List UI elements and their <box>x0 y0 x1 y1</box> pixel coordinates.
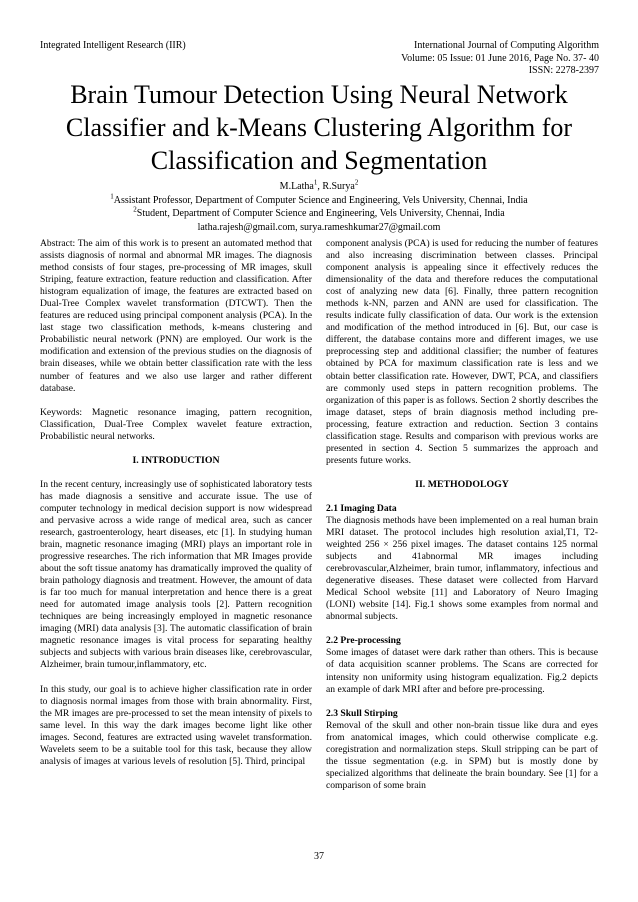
paper-title <box>40 78 598 177</box>
subsection-heading-skull-stripping: 2.3 Skull Stirping <box>326 707 398 719</box>
preprocessing-text: Some images of dataset were dark rather than others. This is because of data acquisition scanner problems. The Scans are corrected for intensity non uniformity using histogram equalization. Fig.2 depicts an example of dark MRI after and before pre-processing. <box>326 647 598 695</box>
author-1: M.Latha <box>279 181 314 192</box>
abstract: Abstract: The aim of this work is to present an automated method that assists diagnosis of normal and abnormal MR images. The diagnosis method consists of four stages, pre-processing of MR images, skull Striping, feature extraction, feature reduction and classification. After histogram equalization of image, the features are extracted based on Dual-Tree Complex wavelet transformation (DTCWT). Then the features are reduced using principal component analysis (PCA). In the last stage two classification methods, k-means clustering and Probabilistic neural network (PNN) are employed. Our work is the modification and extension of the previous studies on the diagnosis of brain diseases, while we obtain better classification rate with the less number of features and we also use larger and rather different database. <box>40 238 312 394</box>
affiliation-2-sup: 2 <box>133 205 137 214</box>
section-heading-methodology: II. METHODOLOGY <box>415 478 509 490</box>
keywords: Keywords: Magnetic resonance imaging, pattern recognition, Classification, Dual-Tree Complex wavelet feature extraction, Probabilistic neural networks. <box>40 406 312 442</box>
section-heading-introduction: I. INTRODUCTION <box>132 454 220 466</box>
title-line-2: Classifier and k-Means Clustering Algorithm for <box>65 113 573 142</box>
author-block <box>40 180 598 234</box>
title-line-3: Classification and Segmentation <box>150 146 488 175</box>
imaging-data-text: The diagnosis methods have been implemented on a real human brain MRI dataset. The protocol includes high resolution axial,T1, T2-weighted 256 × 256 pixel images. The dataset contains 125 normal subjects and 41abnormal MR images including cerebrovascular,Alzheimer, brain tumor, inflammatory, infectious and degenerative diseases. These dataset were collected from Harvard Medical School website [11] and Laboratory of Neuro Imaging (LONI) website [14]. Fig.1 shows some examples from normal and abnormal subjects. <box>326 514 598 623</box>
journal-issn: ISSN: 2278-2397 <box>528 65 599 76</box>
affiliation-2-text: Student, Department of Computer Science and Engineering, Vels University, Chennai, India <box>136 208 505 219</box>
title-line-1: Brain Tumour Detection Using Neural Network <box>70 80 568 109</box>
journal-publisher: Integrated Intelligent Research (IIR) <box>40 40 186 51</box>
author-names <box>40 180 598 194</box>
affiliation-1 <box>40 194 598 208</box>
journal-info <box>359 40 599 78</box>
left-column <box>40 238 312 768</box>
author-emails: latha.rajesh@gmail.com, surya.rameshkumar27@gmail.com <box>197 221 441 233</box>
subsection-heading-preprocessing: 2.2 Pre-processing <box>326 635 401 647</box>
subsection-heading-imaging-data: 2.1 Imaging Data <box>326 502 397 514</box>
author-1-sup: 1 <box>313 178 318 187</box>
journal-name: International Journal of Computing Algorithm <box>414 40 599 51</box>
author-2-sup: 2 <box>354 178 359 187</box>
page-number: 37 <box>314 851 324 862</box>
affiliation-1-text: Assistant Professor, Department of Computer Science and Engineering, Vels University, Chennai, India <box>113 194 528 206</box>
affiliation-2 <box>40 207 598 221</box>
skull-stripping-text: Removal of the skull and other non-brain tissue like dura and eyes from anatomical images, which could otherwise complicate e.g. coregistration and normalization steps. Skull stripping can be part of the tissue segmentation (e.g. in SPM) but is mostly done by specialized algorithms that delineate the brain boundary. See [1] for a comparison of some brain <box>326 719 598 791</box>
right-column <box>326 238 598 792</box>
intro-paragraph-2: In this study, our goal is to achieve higher classification rate in order to diagnosis normal images from those with brain abnormality. First, the MR images are pre-processed to set the mean intensity of pixels to same level. In this way the dark images become light like other images. Second, features are extracted using wavelet transformation. Wavelets seem to be a suitable tool for this task, because they allow analysis of images at various levels of resolution [5]. Third, principal <box>40 683 312 767</box>
intro-paragraph-1: In the recent century, increasingly use of sophisticated laboratory tests has made diagnosis a sensitive and accurate issue. The use of computer technology in medical decision support is now widespread and pervasive across a wide range of medical area, such as cancer research, gastroenterology, heart diseases, etc [1]. In studying human brain, magnetic resonance imaging (MRI) plays an important role in progressive researches. The rich information that MR Images provide about the soft tissue anatomy has dramatically improved the quality of brain pathology diagnosis and treatment. However, the amount of data is far too much for manual interpretation and hence there is a great need for automated image analysis tools [2]. Pattern recognition techniques are being increasingly employed in magnetic resonance imaging (MRI) data analysis [3]. The automatic classification of brain magnetic resonance images is vital process for separating healthy subjects and subjects with various brain diseases like, cerebrovascular, Alzheimer, brain tumour,inflammatory, etc. <box>40 478 312 671</box>
affiliation-1-sup: 1 <box>110 192 114 201</box>
author-2: , R.Surya <box>317 181 355 192</box>
journal-volume: Volume: 05 Issue: 01 June 2016, Page No. 37- 40 <box>401 52 599 64</box>
intro-continued: component analysis (PCA) is used for reducing the number of features and also increasing discrimination between classes. Principal component analysis is appealing since it effectively reduces the dimensionality of the data and therefore reduces the computational cost of analyzing new data [6]. Finally, three pattern recognition methods k-NN, parzen and ANN are used for classification. The results indicate fully classification of data. Our work is the extension and modification of the method introduced in [6]. But, our case is different, the database contains more and different images, we use preprocessing step and additional classifier; the number of features obtained by PCA for maximum classification rate is less and we obtain better classification rate. However, DWT, PCA, and classifiers are commonly used steps in pattern recognition problems. The organization of this paper is as follows. Section 2 shortly describes the image dataset, steps of brain diagnosis method including pre-processing, feature extraction and reduction. Section 3 contains classification stage. Results and comparison with previous works are presented in section 4. Section 5 summarizes the approach and presents future works. <box>326 238 598 466</box>
